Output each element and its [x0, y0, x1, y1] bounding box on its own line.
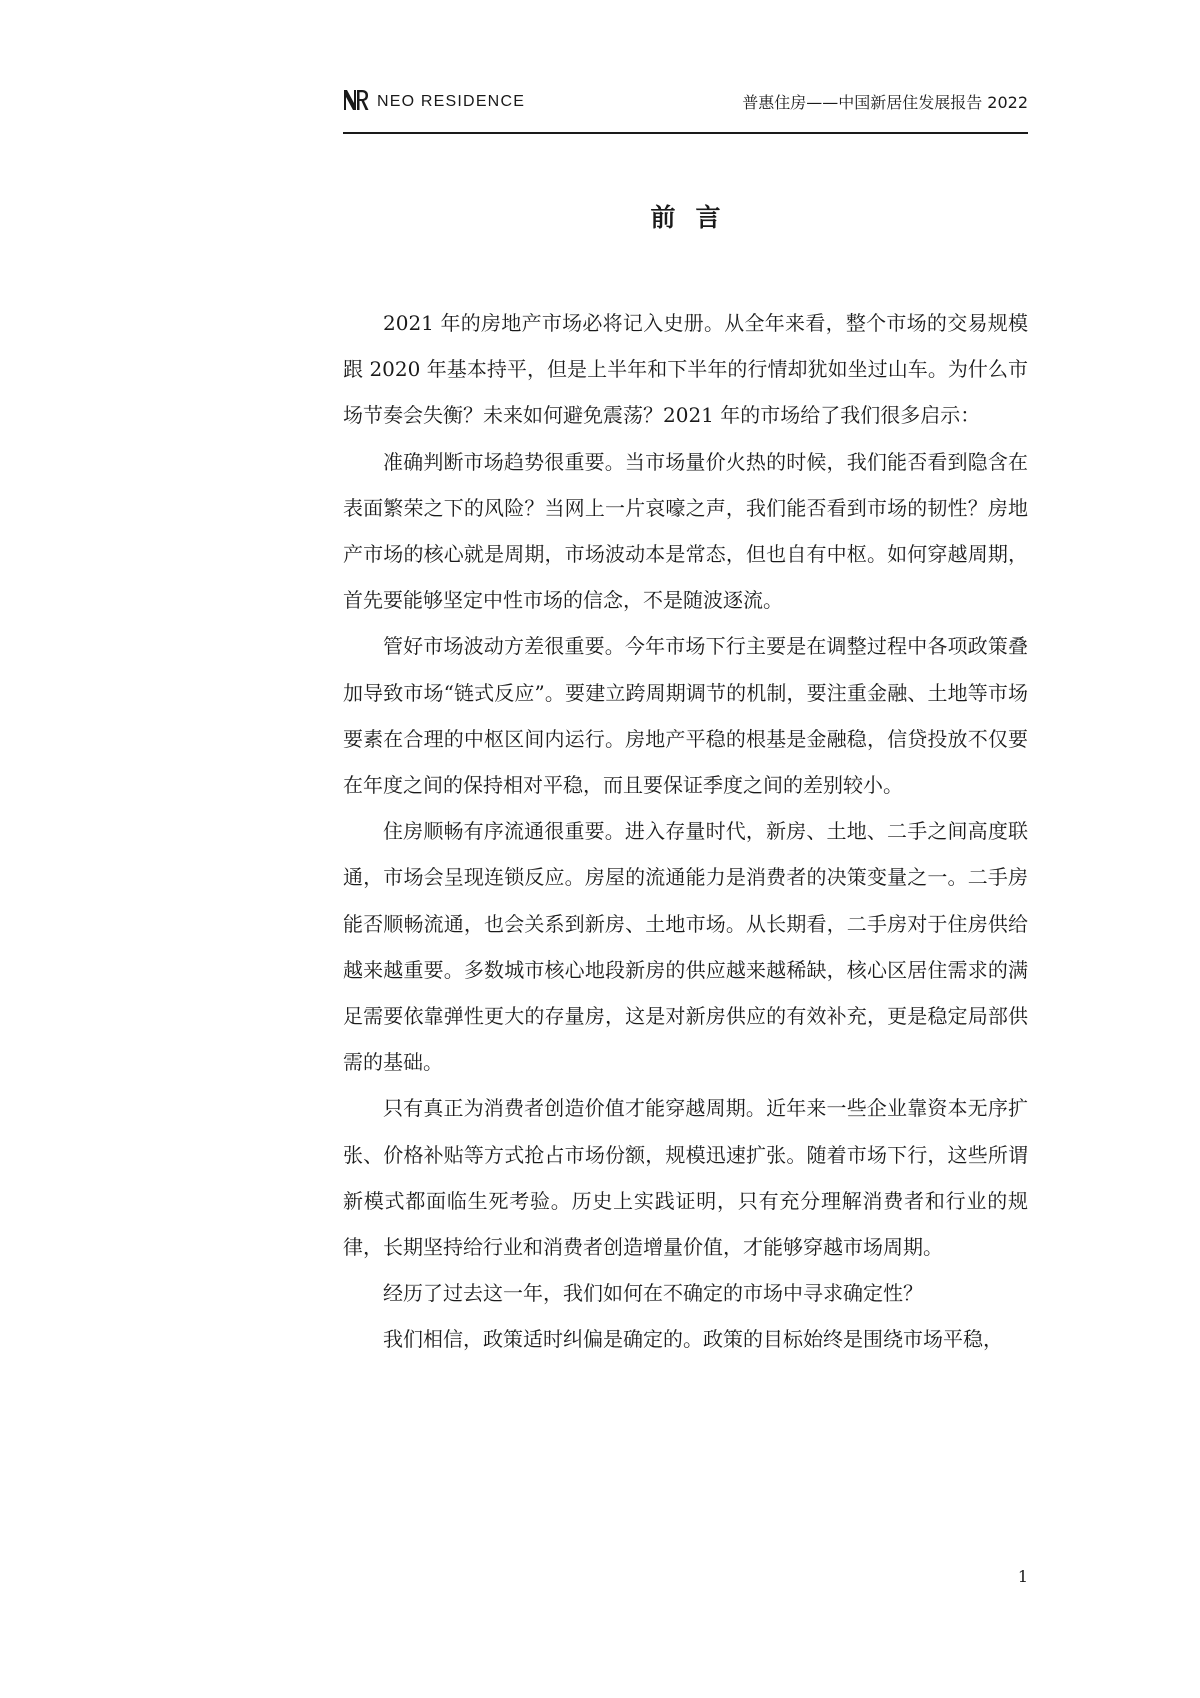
logo-text: NEO RESIDENCE: [377, 93, 526, 110]
page-number: 1: [1017, 1567, 1028, 1586]
paragraph: 管好市场波动方差很重要。今年市场下行主要是在调整过程中各项政策叠加导致市场“链式反应”。要建立跨周期调节的机制，要注重金融、土地等市场要素在合理的中枢区间内运行。房地产平稳的根基是金融稳，信贷投放不仅要在年度之间的保持相对平稳，而且要保证季度之间的差别较小。: [343, 634, 1028, 798]
neo-residence-logo: [343, 86, 525, 114]
paragraph: 我们相信，政策适时纠偏是确定的。政策的目标始终是围绕市场平稳，: [383, 1327, 1003, 1352]
page-header: [343, 84, 1028, 134]
paragraph: 住房顺畅有序流通很重要。进入存量时代，新房、土地、二手之间高度联通，市场会呈现连锁反应。房屋的流通能力是消费者的决策变量之一。二手房能否顺畅流通，也会关系到新房、土地市场。从长期看，二手房对于住房供给越来越重要。多数城市核心地段新房的供应越来越稀缺，核心区居住需求的满足需要依靠弹性更大的存量房，这是对新房供应的有效补充，更是稳定局部供需的基础。: [343, 819, 1028, 1075]
body-text: [343, 300, 1028, 1363]
paragraph: 经历了过去这一年，我们如何在不确定的市场中寻求确定性？: [383, 1281, 923, 1306]
paragraph: 准确判断市场趋势很重要。当市场量价火热的时候，我们能否看到隐含在表面繁荣之下的风险？当网上一片哀嚎之声，我们能否看到市场的韧性？房地产市场的核心就是周期，市场波动本是常态，但也自有中枢。如何穿越周期，首先要能够坚定中性市场的信念，不是随波逐流。: [343, 449, 1028, 613]
nr-logo-icon: [343, 89, 369, 111]
report-title: 普惠住房——中国新居住发展报告 2022: [742, 93, 1028, 112]
paragraph: 2021 年的房地产市场必将记入史册。从全年来看，整个市场的交易规模跟 2020 年基本持平，但是上半年和下半年的行情却犹如坐过山车。为什么市场节奏会失衡？未来如何避免震荡？2021 年的市场给了我们很多启示：: [343, 311, 1028, 428]
section-heading: 前言: [650, 203, 741, 232]
paragraph: 只有真正为消费者创造价值才能穿越周期。近年来一些企业靠资本无序扩张、价格补贴等方式抢占市场份额，规模迅速扩张。随着市场下行，这些所谓新模式都面临生死考验。历史上实践证明，只有充分理解消费者和行业的规律，长期坚持给行业和消费者创造增量价值，才能够穿越市场周期。: [343, 1096, 1028, 1260]
